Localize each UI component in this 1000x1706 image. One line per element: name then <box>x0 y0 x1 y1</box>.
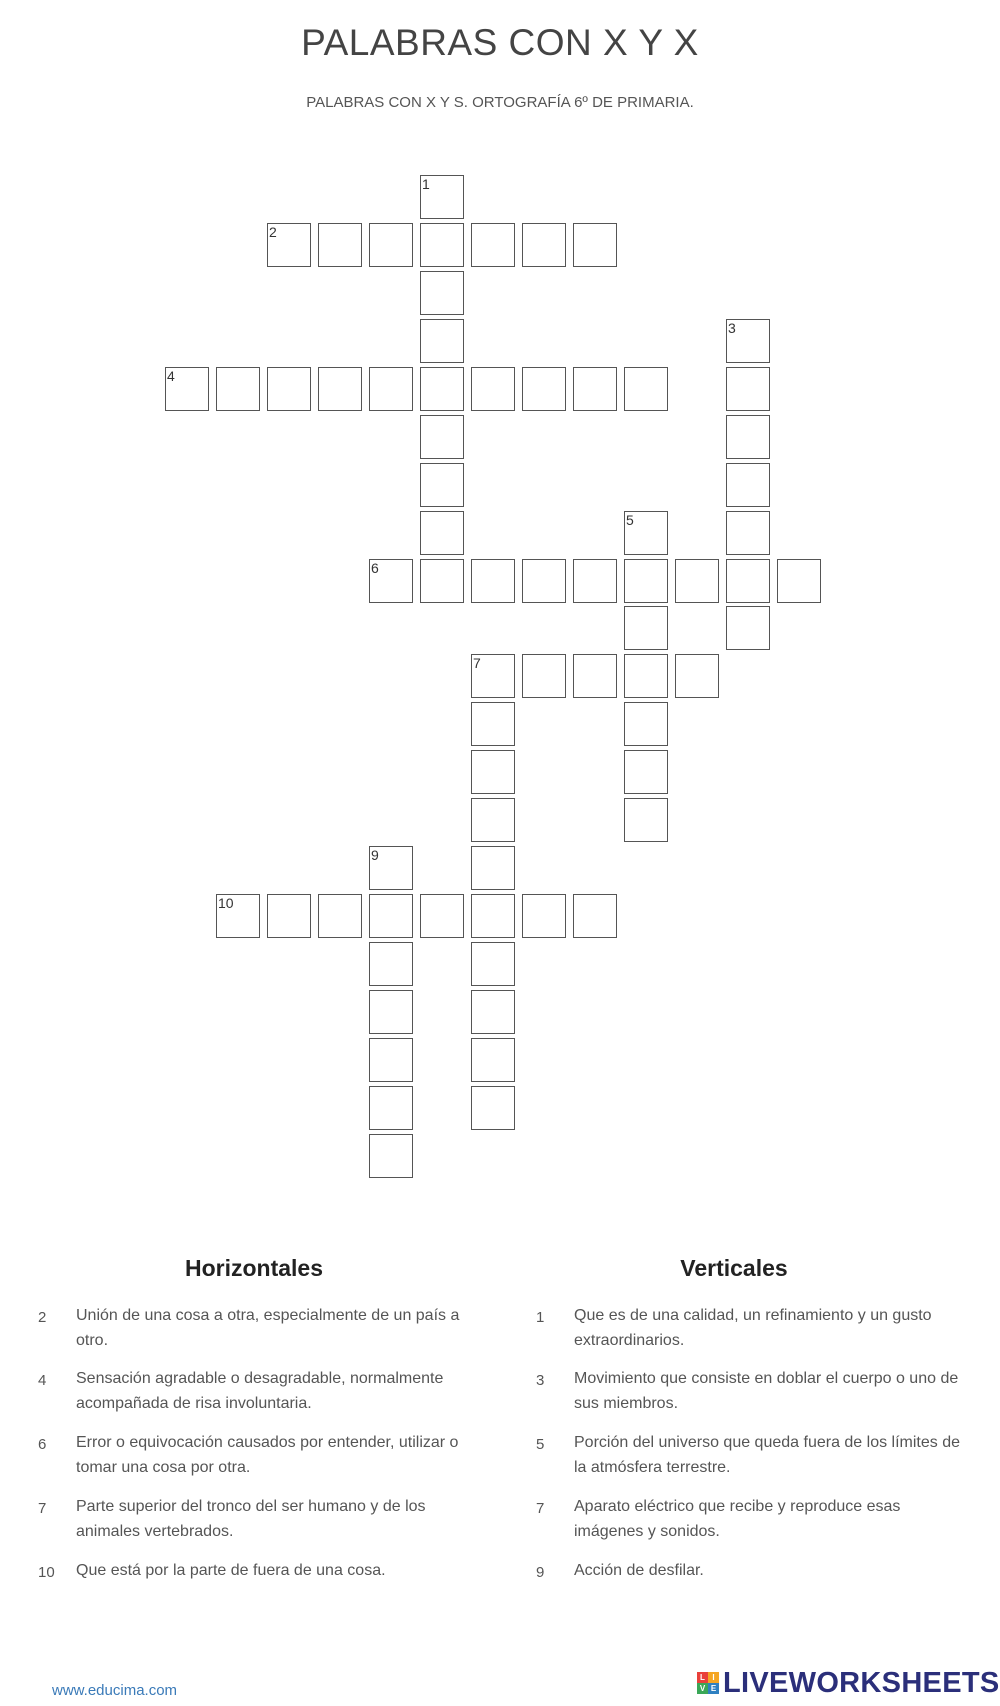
crossword-cell[interactable] <box>777 559 821 603</box>
clue-text: Porción del universo que queda fuera de los límites de la atmósfera terrestre. <box>574 1434 961 1476</box>
crossword-cell[interactable] <box>726 606 770 650</box>
crossword-cell[interactable] <box>318 367 362 411</box>
clue-number-label: 9 <box>371 847 379 864</box>
crossword-cell[interactable] <box>726 559 770 603</box>
crossword-cell[interactable] <box>369 559 413 603</box>
crossword-cell[interactable] <box>369 846 413 890</box>
clue-number: 3 <box>536 1372 545 1389</box>
crossword-cell[interactable] <box>420 894 464 938</box>
crossword-cell[interactable] <box>471 702 515 746</box>
clue-text: Acción de desfilar. <box>574 1562 704 1579</box>
clue-text: Sensación agradable o desagradable, normalmente acompañada de risa involuntaria. <box>76 1370 444 1412</box>
crossword-cell[interactable] <box>726 511 770 555</box>
crossword-cell[interactable] <box>369 1086 413 1130</box>
crossword-cell[interactable] <box>471 750 515 794</box>
crossword-cell[interactable] <box>420 175 464 219</box>
clue-number: 6 <box>38 1436 47 1453</box>
page-title: PALABRAS CON X Y X <box>301 22 699 63</box>
logo-mark-tile: I <box>708 1672 719 1683</box>
crossword-cell[interactable] <box>471 798 515 842</box>
crossword-cell[interactable] <box>522 894 566 938</box>
educima-link[interactable]: www.educima.com <box>52 1682 178 1699</box>
crossword-cell[interactable] <box>165 367 209 411</box>
crossword-cell[interactable] <box>624 559 668 603</box>
clue-text: Parte superior del tronco del ser humano y de los animales vertebrados. <box>76 1498 426 1540</box>
clue-text: Movimiento que consiste en doblar el cuerpo o uno de sus miembros. <box>574 1370 959 1412</box>
clue-text: Error o equivocación causados por entender, utilizar o tomar una cosa por otra. <box>76 1434 459 1476</box>
clue-text: Unión de una cosa a otra, especialmente de un país a otro. <box>76 1307 460 1349</box>
crossword-cell[interactable] <box>369 942 413 986</box>
crossword-cell[interactable] <box>624 511 668 555</box>
crossword-cell[interactable] <box>420 559 464 603</box>
crossword-cell[interactable] <box>675 559 719 603</box>
crossword-cell[interactable] <box>726 415 770 459</box>
clue-number-label: 10 <box>218 895 234 912</box>
clue-number: 9 <box>536 1564 545 1581</box>
crossword-cell[interactable] <box>624 750 668 794</box>
horizontal-heading: Horizontales <box>184 1255 324 1281</box>
crossword-cell[interactable] <box>573 654 617 698</box>
crossword-cell[interactable] <box>369 894 413 938</box>
clue-number-label: 1 <box>422 176 430 192</box>
crossword-cell[interactable] <box>420 223 464 267</box>
clue-number: 5 <box>536 1436 545 1453</box>
liveworksheets-logo-icon <box>697 1672 719 1694</box>
logo-mark-tile: V <box>697 1683 708 1694</box>
clue-number-label: 3 <box>728 319 736 336</box>
crossword-cell[interactable] <box>624 606 668 650</box>
crossword-cell[interactable] <box>420 463 464 507</box>
crossword-cell[interactable] <box>471 846 515 890</box>
crossword-cell[interactable] <box>267 223 311 267</box>
liveworksheets-logo-text: LIVEWORKSHEETS <box>723 1666 1000 1699</box>
clue-number: 10 <box>38 1564 55 1581</box>
crossword-cell[interactable] <box>471 1038 515 1082</box>
clue-text: Aparato eléctrico que recibe y reproduce esas imágenes y sonidos. <box>574 1498 901 1540</box>
crossword-cell[interactable] <box>318 894 362 938</box>
crossword-cell[interactable] <box>624 654 668 698</box>
crossword-cell[interactable] <box>471 990 515 1034</box>
crossword-cell[interactable] <box>726 367 770 411</box>
clue-number: 7 <box>38 1500 47 1517</box>
clue-number: 2 <box>38 1309 47 1326</box>
crossword-cell[interactable] <box>216 894 260 938</box>
crossword-cell[interactable] <box>624 798 668 842</box>
logo-mark-tile: E <box>708 1683 719 1694</box>
crossword-cell[interactable] <box>522 559 566 603</box>
crossword-cell[interactable] <box>624 367 668 411</box>
page-subtitle: PALABRAS CON X Y S. ORTOGRAFÍA 6º DE PRIMARIA. <box>306 94 694 111</box>
clue-number: 7 <box>536 1500 545 1517</box>
clue-number: 4 <box>38 1372 47 1389</box>
clue-text: Que es de una calidad, un refinamiento y un gusto extraordinarios. <box>574 1307 932 1349</box>
crossword-cell[interactable] <box>471 223 515 267</box>
crossword-cell[interactable] <box>216 367 260 411</box>
clue-number-label: 4 <box>167 367 175 384</box>
crossword-cell[interactable] <box>420 511 464 555</box>
crossword-cell[interactable] <box>522 223 566 267</box>
crossword-cell[interactable] <box>420 319 464 363</box>
crossword-cell[interactable] <box>675 654 719 698</box>
liveworksheets-logo[interactable] <box>697 1666 1000 1700</box>
crossword-cell[interactable] <box>267 894 311 938</box>
crossword-cell[interactable] <box>420 415 464 459</box>
crossword-cell[interactable] <box>369 223 413 267</box>
crossword-cell[interactable] <box>369 990 413 1034</box>
crossword-cell[interactable] <box>624 702 668 746</box>
clue-number-label: 2 <box>269 223 277 240</box>
crossword-cell[interactable] <box>369 1134 413 1178</box>
logo-mark-tile: L <box>697 1672 708 1683</box>
crossword-cell[interactable] <box>471 559 515 603</box>
crossword-cell[interactable] <box>726 463 770 507</box>
crossword-cell[interactable] <box>573 223 617 267</box>
crossword-cell[interactable] <box>471 1086 515 1130</box>
crossword-cell[interactable] <box>471 894 515 938</box>
clue-number-label: 7 <box>473 655 481 672</box>
clue-number-label: 5 <box>626 511 634 528</box>
clue-text: Que está por la parte de fuera de una cosa. <box>76 1562 386 1579</box>
crossword-cell[interactable] <box>522 367 566 411</box>
crossword-cell[interactable] <box>369 1038 413 1082</box>
crossword-cell[interactable] <box>318 223 362 267</box>
crossword-cell[interactable] <box>522 654 566 698</box>
clue-number-label: 6 <box>371 559 379 576</box>
crossword-cell[interactable] <box>369 367 413 411</box>
crossword-cell[interactable] <box>573 559 617 603</box>
crossword-cell[interactable] <box>471 942 515 986</box>
crossword-cell[interactable] <box>573 367 617 411</box>
crossword-cell[interactable] <box>726 319 770 363</box>
crossword-cell[interactable] <box>573 894 617 938</box>
crossword-cell[interactable] <box>267 367 311 411</box>
vertical-heading: Verticales <box>680 1255 788 1281</box>
crossword-cell[interactable] <box>471 654 515 698</box>
crossword-cell[interactable] <box>420 367 464 411</box>
clue-number: 1 <box>536 1309 545 1326</box>
crossword-cell[interactable] <box>420 271 464 315</box>
crossword-cell[interactable] <box>471 367 515 411</box>
